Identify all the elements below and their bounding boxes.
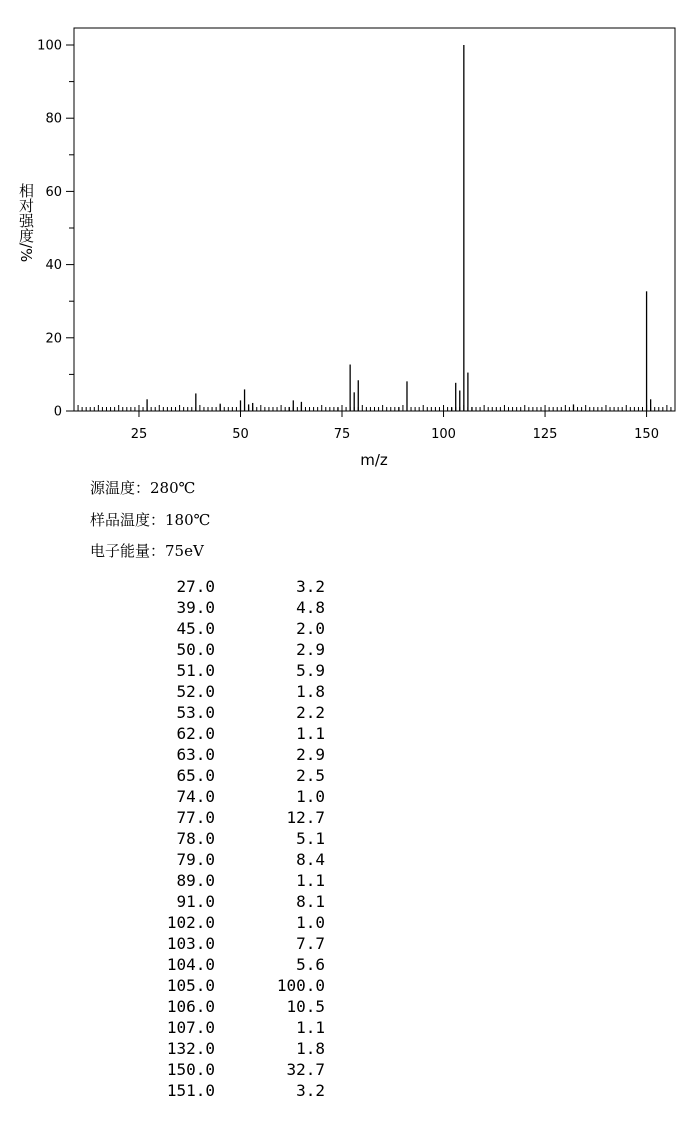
x-minor-ticks [74,405,675,411]
mz-cell: 104.0 [166,955,215,974]
abundance-cell: 1.0 [296,787,325,806]
y-axis-ticks [37,39,74,420]
x-tick-label: 75 [333,427,351,442]
x-tick-label: 25 [130,427,148,442]
spectrum-bars [147,45,651,411]
mz-cell: 105.0 [166,976,215,995]
abundance-cell: 1.1 [296,724,325,743]
abundance-cell: 1.1 [296,1018,325,1037]
abundance-cell: 2.9 [296,640,325,659]
abundance-cell: 2.2 [296,703,325,722]
abundance-cell: 2.0 [296,619,325,638]
table-row [140,1059,325,1080]
y-tick-label: 60 [45,184,62,200]
table-row [140,765,325,786]
mz-cell: 77.0 [176,808,215,827]
mz-cell: 103.0 [166,934,215,953]
table-row [140,828,325,849]
mass-spectrum-chart [0,0,692,475]
x-axis-ticks [131,411,659,442]
abundance-cell: 5.6 [296,955,325,974]
y-tick-label: 20 [45,331,62,347]
x-tick-label: 125 [532,427,558,442]
mz-cell: 79.0 [176,850,215,869]
mz-cell: 102.0 [166,913,215,932]
sample-temperature: 样品温度：180℃ [90,511,211,529]
table-row [140,1017,325,1038]
table-row [140,723,325,744]
table-row [140,681,325,702]
abundance-cell: 1.1 [296,871,325,890]
y-tick-label: 40 [45,258,62,274]
x-tick-label: 50 [232,427,249,442]
table-row [140,1080,325,1101]
table-row [140,954,325,975]
abundance-cell: 1.0 [296,913,325,932]
table-row [140,660,325,681]
abundance-cell: 1.8 [296,1039,325,1058]
table-row [140,975,325,996]
mz-cell: 51.0 [176,661,215,680]
table-row [140,912,325,933]
table-row [140,639,325,660]
mz-cell: 63.0 [176,745,215,764]
mz-cell: 62.0 [176,724,215,743]
y-tick-label: 80 [45,111,62,127]
x-axis-label: m/z [360,451,388,469]
mz-cell: 132.0 [166,1039,215,1058]
abundance-cell: 10.5 [286,997,325,1016]
table-row [140,996,325,1017]
abundance-cell: 8.4 [296,850,325,869]
table-row [140,1038,325,1059]
mz-cell: 27.0 [176,577,215,596]
plot-frame [74,28,675,411]
x-tick-label: 100 [431,427,456,442]
abundance-cell: 32.7 [286,1060,325,1079]
mz-cell: 91.0 [176,892,215,911]
y-tick-label: 0 [53,404,62,420]
abundance-cell: 3.2 [296,1081,325,1100]
abundance-cell: 2.5 [296,766,325,785]
x-tick-label: 150 [634,427,659,442]
mz-cell: 53.0 [176,703,215,722]
mz-cell: 151.0 [166,1081,215,1100]
table-row [140,849,325,870]
abundance-cell: 5.1 [296,829,325,848]
table-row [140,597,325,618]
abundance-cell: 1.8 [296,682,325,701]
abundance-cell: 7.7 [296,934,325,953]
table-row [140,576,325,597]
abundance-cell: 8.1 [296,892,325,911]
mz-cell: 52.0 [176,682,215,701]
mz-cell: 150.0 [166,1060,215,1079]
table-row [140,744,325,765]
mz-cell: 78.0 [176,829,215,848]
abundance-cell: 100.0 [276,976,325,995]
mz-cell: 107.0 [166,1018,215,1037]
table-row [140,786,325,807]
table-row [140,933,325,954]
mz-cell: 89.0 [176,871,215,890]
table-row [140,891,325,912]
electron-energy: 电子能量：75eV [90,542,204,560]
abundance-cell: 5.9 [296,661,325,680]
mz-cell: 74.0 [176,787,215,806]
abundance-cell: 12.7 [286,808,325,827]
table-row [140,870,325,891]
table-row [140,702,325,723]
mz-cell: 106.0 [166,997,215,1016]
abundance-cell: 4.8 [296,598,325,617]
y-tick-label: 100 [37,38,62,54]
mz-cell: 50.0 [176,640,215,659]
abundance-cell: 2.9 [296,745,325,764]
table-row [140,807,325,828]
table-row [140,618,325,639]
mz-cell: 39.0 [176,598,215,617]
y-axis-label: 相对强度/% [17,183,35,263]
source-temperature: 源温度：280℃ [90,479,196,497]
mz-cell: 65.0 [176,766,215,785]
peak-table [140,576,325,1101]
mz-cell: 45.0 [176,619,215,638]
abundance-cell: 3.2 [296,577,325,596]
